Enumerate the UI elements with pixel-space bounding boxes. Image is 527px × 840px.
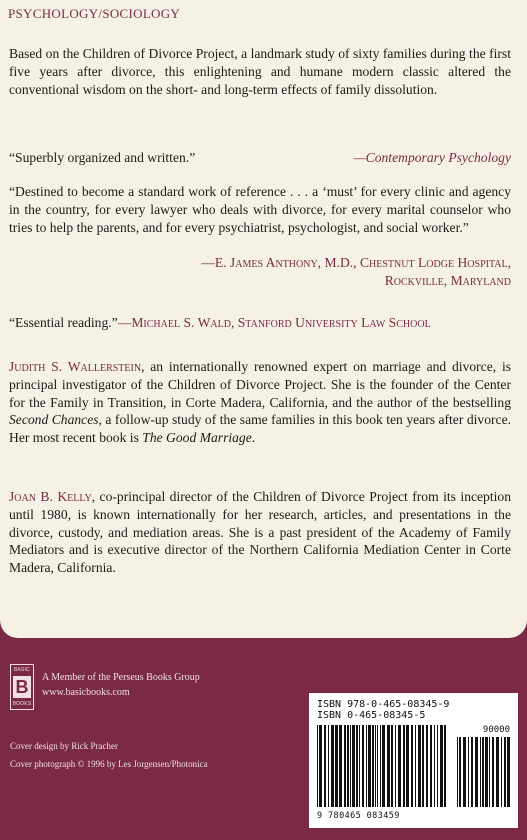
barcode-bar (331, 725, 334, 807)
barcode-bar (485, 737, 488, 807)
barcode-bar (324, 725, 326, 807)
bio1-part2: , a follow-up study of the same families in this book ten years after divorce. Her most recent book is (9, 412, 512, 446)
basic-books-logo (10, 664, 34, 710)
quote-3-text: “Essential reading.” (9, 315, 118, 330)
ean-number: 9 780465 083459 (317, 811, 400, 821)
barcode-bar (501, 737, 502, 807)
barcode-bar (415, 725, 416, 807)
bio1-book1: Second Chances (9, 412, 99, 428)
quote-2-text: “Destined to become a standard work of reference . . . a ‘must’ for every clinic and agency in the country, for every lawyer who deals with divorce, for every marital counselor who tries to help the parents, and for every psychiatrist, psychologist, and social worker.” (9, 184, 511, 235)
barcode-bar (319, 725, 322, 807)
barcode-bar (317, 725, 318, 807)
author-bio-wallerstein (9, 358, 511, 447)
quote-2-attribution-line2: Rockville, Maryland (384, 273, 511, 288)
barcode-bar (395, 725, 396, 807)
cover-photo-credit: Cover photograph © 1996 by Les Jorgensen/Photonica (10, 759, 208, 769)
cover-design-credit: Cover design by Rick Pracher (10, 741, 118, 751)
barcode-bar (406, 725, 409, 807)
description-paragraph: Based on the Children of Divorce Project, a landmark study of sixty families during the first five years after divorce, this enlightening and humane modern classic altered the conventional wisdom on the short- and long-term effects of family dissolution. (9, 46, 511, 97)
author-name-wallerstein: Judith S. Wallerstein (9, 359, 142, 374)
author-bio-kelly (9, 488, 511, 577)
ean-bars (317, 725, 446, 807)
barcode-bar (328, 725, 329, 807)
logo-bottom-text: BOOKS (12, 701, 32, 707)
isbn-13: ISBN 978-0-465-08345-9 (317, 699, 450, 710)
bio1-part3: . (251, 430, 256, 446)
barcode-bar (350, 725, 351, 807)
bio2-text: , co-principal director of the Children of Divorce Project from its inception until 1980, is known internationally for her research, articles, and presentations in the divorce, custody, and mediation areas. She is a past president of the Academy of Family Mediators and is executive director of the Northern California Mediation Center in Corte Madera, California. (9, 489, 511, 576)
barcode-bar (471, 737, 473, 807)
quote-1-attribution: —Contemporary Psychology (353, 150, 511, 165)
barcode-bar (411, 725, 413, 807)
barcode-bar (391, 725, 393, 807)
addon-code: 90000 (482, 725, 510, 735)
barcode-bar (444, 725, 446, 807)
barcode-bar (356, 725, 358, 807)
barcode-bar (377, 725, 378, 807)
barcode-bar (380, 725, 381, 807)
logo-letter: B (13, 676, 31, 698)
barcode-bar (440, 725, 443, 807)
barcode-bar (418, 725, 421, 807)
bio1-book2: The Good Marriage (142, 430, 252, 446)
barcode-bar (492, 737, 494, 807)
quote-2-attribution-line1: —E. James Anthony, M.D., Chestnut Lodge Hospital, (201, 255, 511, 270)
barcode-bar (459, 737, 461, 807)
barcode-bar (457, 737, 458, 807)
quote-1-text: “Superbly organized and written.” (9, 150, 196, 165)
quote-3-attribution: —Michael S. Wald, Stanford University Law School (117, 315, 431, 330)
publisher-url[interactable]: www.basicbooks.com (42, 687, 130, 698)
quote-1 (9, 149, 511, 167)
barcode-bar (398, 725, 401, 807)
barcode-bar (463, 737, 466, 807)
barcode-bar (368, 725, 371, 807)
barcode-bar (344, 725, 346, 807)
category-label: PSYCHOLOGY/SOCIOLOGY (8, 6, 181, 21)
barcode-bar (468, 737, 469, 807)
barcode-bar (403, 725, 405, 807)
quote-3 (9, 314, 511, 332)
barcode-bar (366, 725, 367, 807)
barcode-bar (480, 737, 481, 807)
barcode-bar (335, 725, 338, 807)
barcode-bar (422, 725, 424, 807)
barcode-graphic (317, 725, 510, 810)
barcode-bar (359, 725, 360, 807)
barcode-bar (504, 737, 506, 807)
barcode-bar (362, 725, 364, 807)
barcode-bar (347, 725, 349, 807)
barcode-bar (339, 725, 342, 807)
barcode-bar (482, 737, 484, 807)
barcode-bar (372, 725, 374, 807)
logo-top-text: BASIC (13, 667, 30, 673)
addon-bars (457, 737, 510, 807)
barcode-bar (387, 725, 390, 807)
barcode-bar (375, 725, 376, 807)
bio1-part1: , an internationally renowned expert on marriage and divorce, is principal investigator of the Children of Divorce Project. She is the founder of the Center for the Family in Transition, in Corte Madera, California, and the author of the bestselling (9, 359, 512, 410)
isbn-10: ISBN 0-465-08345-5 (317, 710, 426, 721)
author-name-kelly: Joan B. Kelly (9, 489, 92, 504)
barcode-bar (507, 737, 510, 807)
publisher-member-text: A Member of the Perseus Books Group (42, 672, 200, 683)
barcode-box (309, 693, 518, 828)
barcode-bar (475, 737, 478, 807)
barcode-bar (352, 725, 355, 807)
barcode-bar (496, 737, 499, 807)
barcode-bar (430, 725, 432, 807)
barcode-bar (434, 725, 435, 807)
barcode-bar (489, 737, 490, 807)
barcode-bar (426, 725, 428, 807)
barcode-bar (382, 725, 385, 807)
barcode-bar (437, 725, 438, 807)
